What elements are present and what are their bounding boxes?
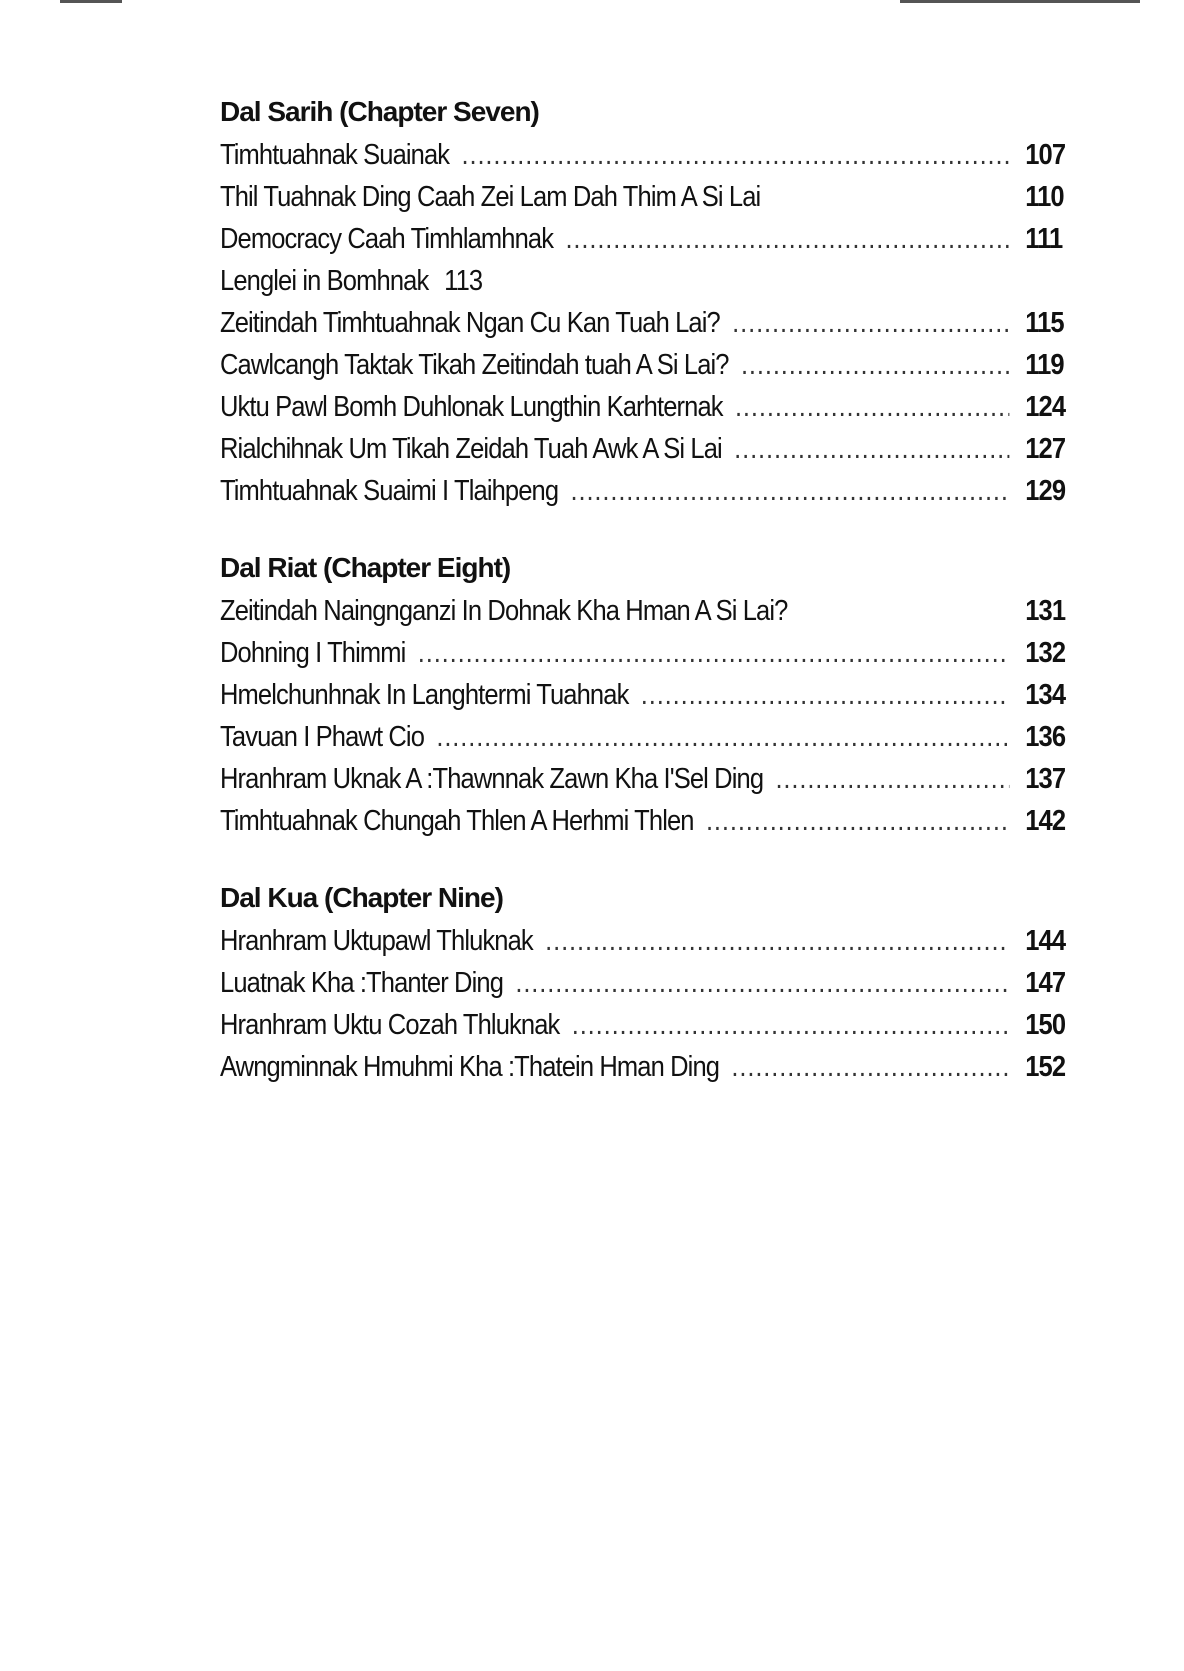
section-heading: Dal Kua (Chapter Nine) <box>220 882 503 913</box>
entry-title: Timhtuahnak Suaimi I Tlaihpeng <box>220 475 559 507</box>
toc-entry <box>220 176 1080 218</box>
toc-entry <box>220 470 1080 512</box>
dot-leader <box>735 386 1009 428</box>
scan-edge-right <box>900 0 1140 3</box>
entry-page: 136 <box>1025 721 1066 753</box>
section-chapter-nine <box>220 878 1080 1088</box>
entry-page: 119 <box>1025 349 1064 381</box>
entry-title: Uktu Pawl Bomh Duhlonak Lungthin Karhternak <box>220 391 723 423</box>
toc-entry <box>220 920 1080 962</box>
entry-title: Timhtuahnak Suainak <box>220 139 450 171</box>
section-heading: Dal Sarih (Chapter Seven) <box>220 96 539 127</box>
entry-page: 134 <box>1025 679 1066 711</box>
scan-edge-left <box>60 0 122 3</box>
dot-leader <box>565 218 1009 260</box>
dot-leader <box>731 1046 1009 1088</box>
entry-page: 115 <box>1025 307 1064 339</box>
dot-leader <box>418 632 1010 674</box>
toc-entry <box>220 302 1080 344</box>
entry-page: 142 <box>1025 805 1066 837</box>
toc-entry <box>220 632 1080 674</box>
entry-title: Rialchihnak Um Tikah Zeidah Tuah Awk A Si Lai <box>220 433 722 465</box>
section-chapter-eight <box>220 548 1080 842</box>
toc-entry <box>220 260 1080 302</box>
entry-page: 137 <box>1025 763 1066 795</box>
toc-entry <box>220 344 1080 386</box>
entry-page: 147 <box>1025 967 1066 999</box>
dot-leader <box>641 674 1010 716</box>
dot-leader <box>545 920 1009 962</box>
toc-entry <box>220 218 1080 260</box>
dot-leader <box>436 716 1009 758</box>
toc-entry <box>220 428 1080 470</box>
entry-title: Tavuan I Phawt Cio <box>220 721 425 753</box>
entry-title: Zeitindah Timhtuahnak Ngan Cu Kan Tuah Lai? <box>220 307 720 339</box>
toc-entry <box>220 386 1080 428</box>
toc-entry <box>220 590 1080 632</box>
entry-page: 124 <box>1025 391 1066 423</box>
toc-entry <box>220 134 1080 176</box>
dot-leader <box>734 428 1009 470</box>
entry-title: Zeitindah Naingnganzi In Dohnak Kha Hman A Si Lai? <box>220 595 788 627</box>
dot-leader <box>706 800 1009 842</box>
entry-title: Luatnak Kha :Thanter Ding <box>220 967 504 999</box>
toc-entry <box>220 674 1080 716</box>
dot-leader <box>732 302 1009 344</box>
section-heading: Dal Riat (Chapter Eight) <box>220 552 511 583</box>
entry-title: Lenglei in Bomhnak <box>220 265 429 297</box>
entry-title: Timhtuahnak Chungah Thlen A Herhmi Thlen <box>220 805 694 837</box>
entry-page: 111 <box>1025 223 1063 255</box>
toc-entry <box>220 716 1080 758</box>
entry-title: Hranhram Uktu Cozah Thluknak <box>220 1009 560 1041</box>
toc-entry <box>220 1046 1080 1088</box>
dot-leader <box>775 758 1009 800</box>
entry-page: 127 <box>1025 433 1066 465</box>
dot-leader <box>515 962 1009 1004</box>
entry-title: Cawlcangh Taktak Tikah Zeitindah tuah A Si Lai? <box>220 349 729 381</box>
entry-title: Democracy Caah Timhlamhnak <box>220 223 554 255</box>
entry-page: 144 <box>1025 925 1066 957</box>
entry-page: 131 <box>1025 595 1066 627</box>
dot-leader <box>572 1004 1010 1046</box>
entry-title: Hranhram Uktupawl Thluknak <box>220 925 533 957</box>
entry-title: Thil Tuahnak Ding Caah Zei Lam Dah Thim A Si Lai <box>220 181 761 213</box>
dot-leader <box>741 344 1009 386</box>
toc-entry <box>220 1004 1080 1046</box>
entry-page: 132 <box>1025 637 1066 669</box>
entry-page: 110 <box>1025 181 1064 213</box>
entry-title: Awngminnak Hmuhmi Kha :Thatein Hman Ding <box>220 1051 720 1083</box>
entry-title: Hranhram Uknak A :Thawnnak Zawn Kha I'Sel Ding <box>220 763 764 795</box>
entry-page: 150 <box>1025 1009 1066 1041</box>
table-of-contents <box>220 92 1080 1124</box>
entry-title: Hmelchunhnak In Langhtermi Tuahnak <box>220 679 629 711</box>
entry-page: 107 <box>1025 139 1066 171</box>
section-chapter-seven <box>220 92 1080 512</box>
entry-page: 152 <box>1025 1051 1066 1083</box>
dot-leader <box>462 134 1010 176</box>
toc-entry <box>220 962 1080 1004</box>
entry-page: 113 <box>444 265 483 297</box>
toc-entry <box>220 758 1080 800</box>
toc-entry <box>220 800 1080 842</box>
dot-leader <box>571 470 1010 512</box>
entry-page: 129 <box>1025 475 1066 507</box>
entry-title: Dohning I Thimmi <box>220 637 406 669</box>
